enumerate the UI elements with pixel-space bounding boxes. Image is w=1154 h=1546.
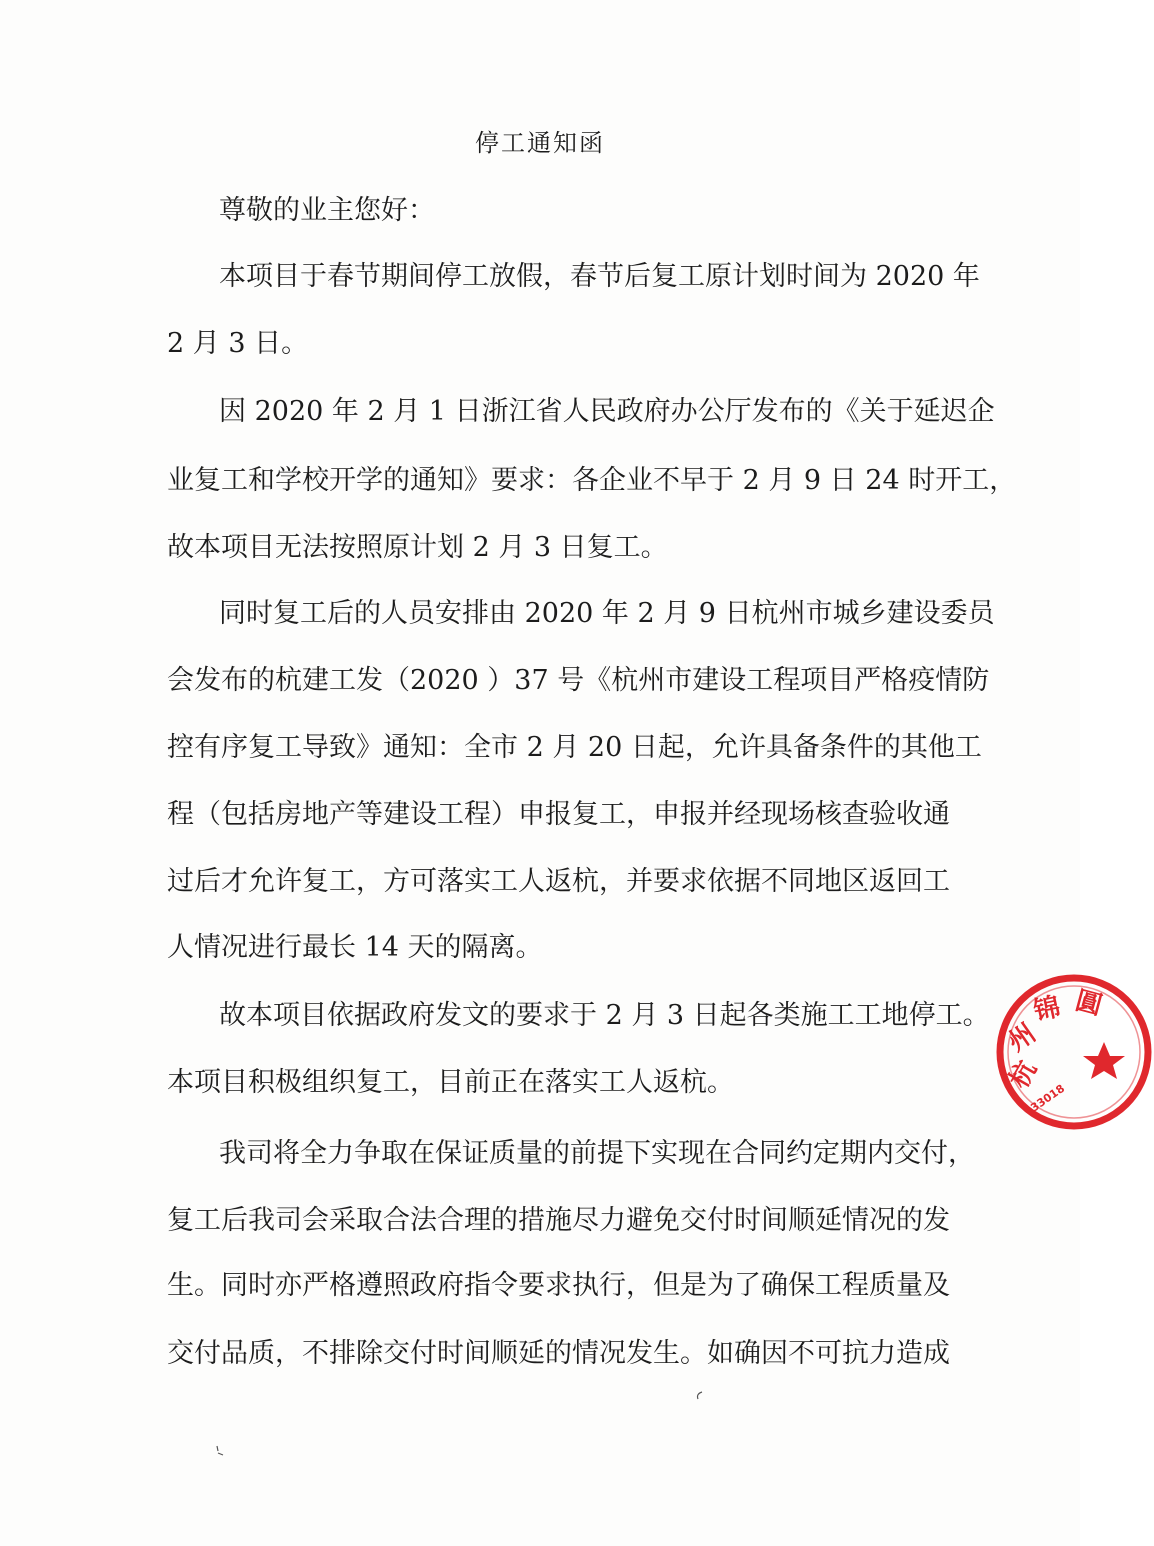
company-seal-stamp bbox=[994, 972, 1154, 1132]
body-line: 复工后我司会采取合法合理的措施尽力避免交付时间顺延情况的发 bbox=[167, 1205, 950, 1236]
document-title: 停工通知函 bbox=[475, 129, 605, 157]
svg-text:锦: 锦 bbox=[1031, 992, 1063, 1027]
salutation-line: 尊敬的业主您好： bbox=[219, 195, 435, 226]
body-line: 业复工和学校开学的通知》要求：各企业不早于 2 月 9 日 24 时开工， bbox=[167, 465, 1017, 496]
body-line: 交付品质，不排除交付时间顺延的情况发生。如确因不可抗力造成 bbox=[167, 1338, 950, 1369]
body-line: 人情况进行最长 14 天的隔离。 bbox=[167, 932, 543, 963]
svg-text:33018: 33018 bbox=[1028, 1081, 1068, 1115]
body-line: 因 2020 年 2 月 1 日浙江省人民政府办公厅发布的《关于延迟企 bbox=[219, 396, 995, 427]
scan-speck bbox=[694, 1390, 706, 1402]
body-line: 本项目于春节期间停工放假，春节后复工原计划时间为 2020 年 bbox=[219, 261, 980, 292]
scan-speck bbox=[214, 1444, 226, 1458]
body-line: 我司将全力争取在保证质量的前提下实现在合同约定期内交付， bbox=[219, 1138, 975, 1169]
body-line: 2 月 3 日。 bbox=[167, 328, 309, 359]
body-line: 故本项目依据政府发文的要求于 2 月 3 日起各类施工工地停工。 bbox=[219, 1000, 990, 1031]
body-line: 本项目积极组织复工，目前正在落实工人返杭。 bbox=[167, 1067, 734, 1098]
svg-text:州: 州 bbox=[1002, 1018, 1042, 1058]
body-line: 过后才允许复工，方可落实工人返杭，并要求依据不同地区返回工 bbox=[167, 866, 950, 897]
body-line: 会发布的杭建工发（2020 ）37 号《杭州市建设工程项目严格疫情防 bbox=[167, 665, 990, 696]
body-line: 同时复工后的人员安排由 2020 年 2 月 9 日杭州市城乡建设委员 bbox=[219, 598, 995, 629]
svg-text:圓: 圓 bbox=[1072, 985, 1106, 1022]
svg-text:杭: 杭 bbox=[1004, 1055, 1044, 1094]
body-line: 程（包括房地产等建设工程）申报复工，申报并经现场核查验收通 bbox=[167, 799, 950, 830]
body-line: 控有序复工导致》通知：全市 2 月 20 日起，允许具备条件的其他工 bbox=[167, 732, 982, 763]
body-line: 故本项目无法按照原计划 2 月 3 日复工。 bbox=[167, 532, 668, 563]
body-line: 生。同时亦严格遵照政府指令要求执行，但是为了确保工程质量及 bbox=[167, 1270, 950, 1301]
